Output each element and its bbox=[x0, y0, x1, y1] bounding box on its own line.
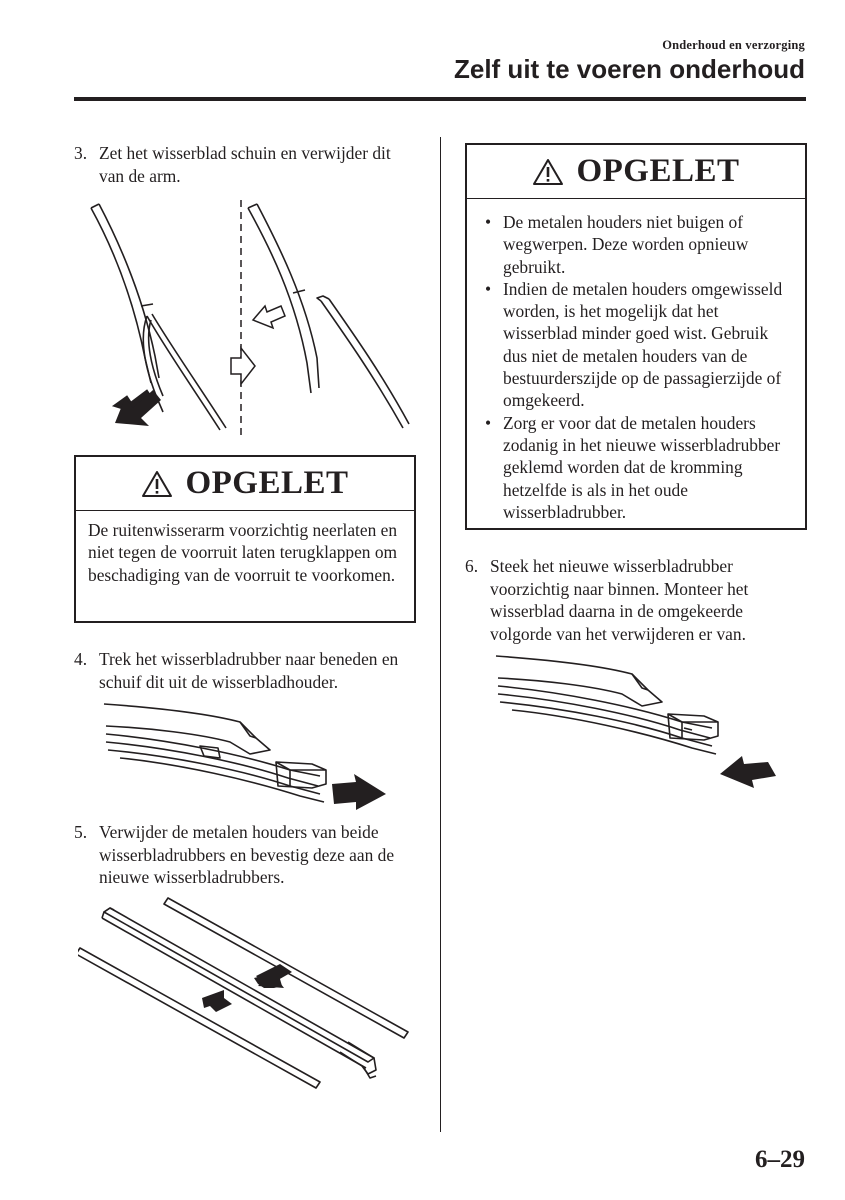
bullet: • bbox=[485, 278, 492, 299]
caution-title: OPGELET bbox=[185, 465, 349, 501]
step-3 bbox=[74, 142, 414, 187]
column-divider bbox=[440, 137, 441, 1132]
step-5 bbox=[74, 821, 416, 889]
caution-title: OPGELET bbox=[576, 153, 740, 189]
page-number: 6–29 bbox=[755, 1146, 805, 1173]
rubber-pull-illustration bbox=[100, 698, 390, 813]
step-6 bbox=[465, 555, 807, 645]
step-4 bbox=[74, 648, 416, 693]
caution-list-wrap bbox=[467, 199, 805, 531]
warning-triangle-icon bbox=[141, 470, 173, 498]
bullet: • bbox=[485, 212, 492, 232]
caution-item bbox=[479, 412, 795, 523]
step-number: 3. bbox=[74, 143, 88, 163]
page-title: Zelf uit te voeren onderhoud bbox=[453, 54, 805, 84]
wiper-removal-illustration bbox=[85, 198, 415, 443]
caution-heading bbox=[76, 457, 414, 511]
caution-heading bbox=[467, 145, 805, 199]
step-number: 4. bbox=[74, 649, 88, 669]
step-text: Zet het wisserblad schuin en verwijder dit van de arm. bbox=[99, 143, 391, 186]
caution-item-text: Indien de metalen houders omgewisseld worden, is het mogelijk dat het wisserblad minder goed wist. Gebruik dus niet de metalen houders van de bestuurderszijde op de passagierzijde of omgekeerd. bbox=[503, 278, 783, 411]
caution-item-text: De metalen houders niet buigen of wegwerpen. Deze worden opnieuw gebruikt. bbox=[503, 212, 749, 277]
warning-triangle-icon bbox=[532, 158, 564, 186]
step-text: Steek het nieuwe wisserbladrubber voorzichtig naar binnen. Monteer het wisserblad daarna in de omgekeerde volgorde van het verwijderen er van. bbox=[490, 556, 749, 644]
caution-list bbox=[479, 211, 795, 523]
header-rule bbox=[74, 97, 806, 101]
section-label: Onderhoud en verzorging bbox=[662, 38, 805, 52]
step-text: Verwijder de metalen houders van beide wisserbladrubbers en bevestig deze aan de nieuwe wisserbladrubbers. bbox=[99, 822, 395, 887]
step-text: Trek het wisserbladrubber naar beneden en schuif dit uit de wisserbladhouder. bbox=[99, 649, 399, 692]
caution-item bbox=[479, 278, 795, 412]
caution-item bbox=[479, 211, 795, 278]
metal-holders-illustration bbox=[78, 892, 413, 1092]
caution-box-1 bbox=[74, 455, 416, 623]
step-number: 5. bbox=[74, 822, 88, 842]
caution-item-text: Zorg er voor dat de metalen houders zodanig in het nieuwe wisserbladrubber geklemd worden dat de kromming hetzelfde is als in het oude wisserbladrubber. bbox=[503, 412, 781, 522]
caution-box-2 bbox=[465, 143, 807, 530]
rubber-insert-illustration bbox=[492, 650, 782, 795]
caution-text: De ruitenwisserarm voorzichtig neerlaten en niet tegen de voorruit laten terugklappen om beschadiging van de voorruit te voorkomen. bbox=[88, 520, 398, 585]
step-number: 6. bbox=[465, 556, 479, 576]
bullet: • bbox=[485, 412, 492, 433]
